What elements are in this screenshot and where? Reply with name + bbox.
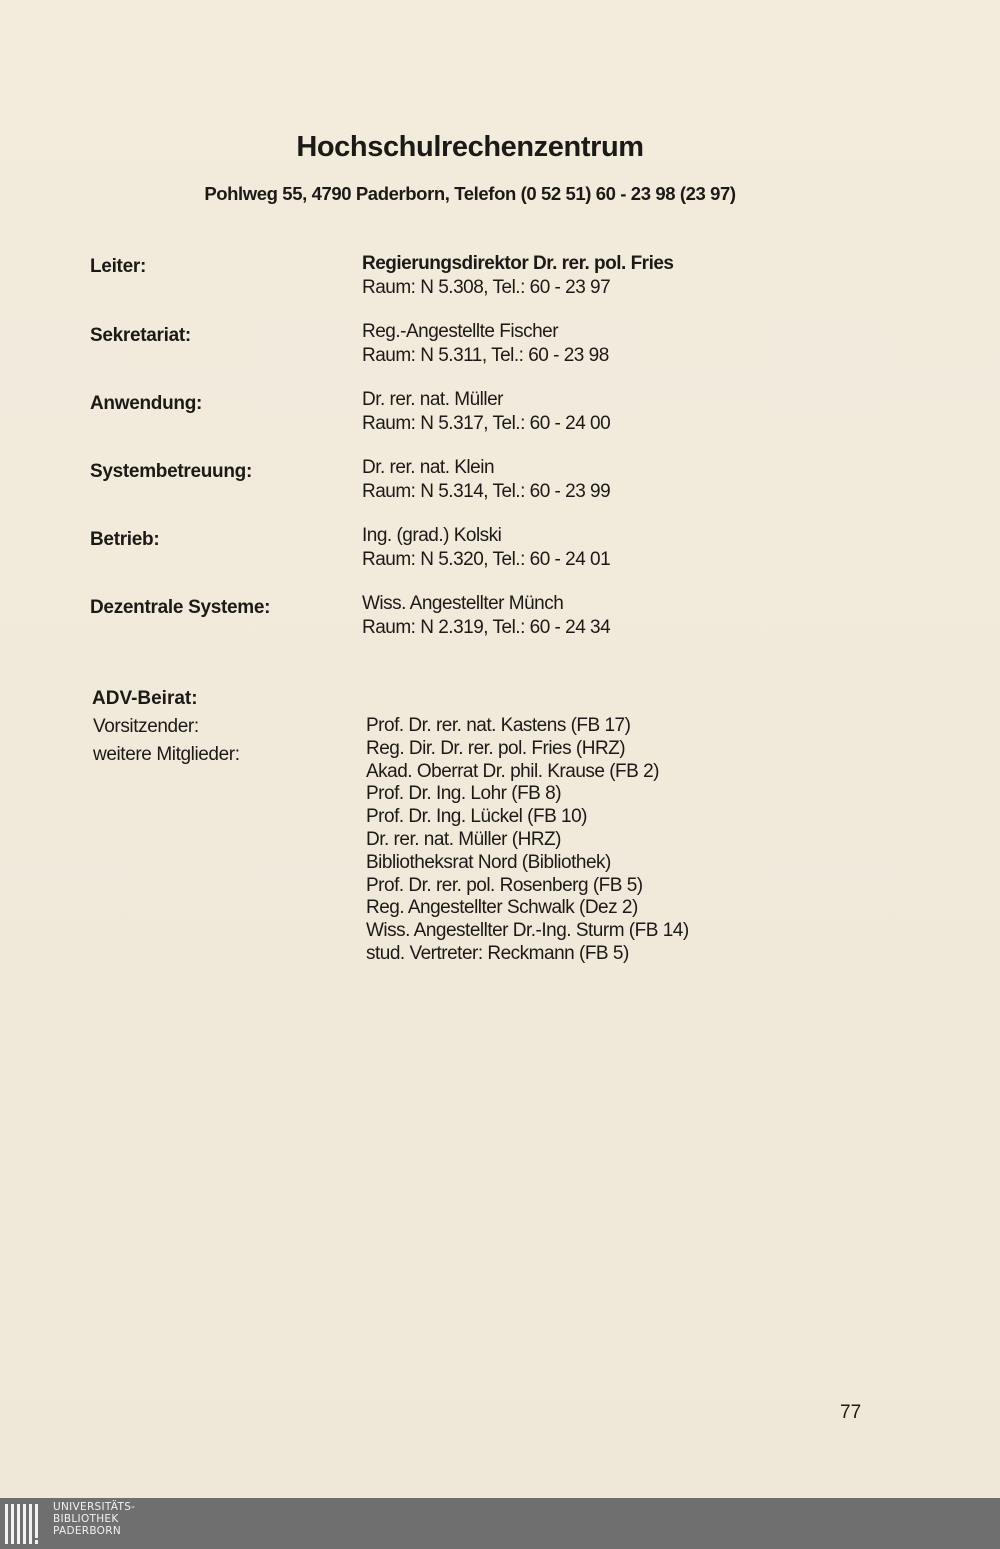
entry-name: Ing. (grad.) Kolski [362, 525, 502, 546]
list-item: Wiss. Angestellter Dr.-Ing. Sturm (FB 14) [366, 920, 689, 942]
label-systembetreuung: Systembetreuung: [90, 461, 253, 482]
library-footer [0, 1498, 1000, 1549]
list-item: Akad. Oberrat Dr. phil. Krause (FB 2) [366, 760, 660, 782]
label-betrieb: Betrieb: [90, 529, 160, 550]
adv-member-list [366, 715, 689, 966]
list-item: Prof. Dr. rer. nat. Kastens (FB 17) [366, 715, 631, 736]
entry-anwendung [362, 388, 610, 436]
label-leiter: Leiter: [90, 256, 146, 277]
list-item: Dr. rer. nat. Müller (HRZ) [366, 828, 561, 850]
logo-line: BIBLIOTHEK [53, 1513, 119, 1525]
entry-name: Dr. rer. nat. Klein [362, 457, 495, 478]
adv-beirat-heading: ADV-Beirat: [92, 688, 198, 709]
list-item: stud. Vertreter: Reckmann (FB 5) [366, 942, 629, 964]
entry-betrieb [362, 524, 610, 572]
entry-systembetreuung [362, 456, 610, 504]
entry-room: Raum: N 5.308, Tel.: 60 - 23 97 [362, 277, 611, 298]
entry-leiter [362, 252, 674, 300]
entry-room: Raum: N 5.314, Tel.: 60 - 23 99 [362, 481, 611, 502]
page-title: Hochschulrechenzentrum [296, 131, 644, 163]
entry-dezentrale-systeme [362, 592, 610, 640]
entry-name: Wiss. Angestellter Münch [362, 593, 564, 614]
entry-room: Raum: N 5.317, Tel.: 60 - 24 00 [362, 413, 611, 434]
entry-name: Dr. rer. nat. Müller [362, 389, 503, 410]
label-sekretariat: Sekretariat: [90, 325, 191, 346]
entry-room: Raum: N 5.311, Tel.: 60 - 23 98 [362, 345, 609, 366]
list-item: Prof. Dr. Ing. Lohr (FB 8) [366, 783, 562, 805]
logo-line: UNIVERSITÄTS- [53, 1501, 136, 1513]
page-number: 77 [840, 1402, 862, 1423]
list-item: Bibliotheksrat Nord (Bibliothek) [366, 851, 611, 873]
address-line: Pohlweg 55, 4790 Paderborn, Telefon (0 52 51) 60 - 23 98 (23 97) [204, 183, 736, 204]
logo-line: PADERBORN [53, 1525, 121, 1537]
library-logo-text [53, 1501, 135, 1537]
list-item: Prof. Dr. rer. pol. Rosenberg (FB 5) [366, 874, 643, 896]
label-anwendung: Anwendung: [90, 393, 203, 414]
list-item: Prof. Dr. Ing. Lückel (FB 10) [366, 806, 587, 828]
entry-sekretariat [362, 320, 609, 368]
chair-label: Vorsitzender: [93, 716, 199, 737]
entry-room: Raum: N 2.319, Tel.: 60 - 24 34 [362, 617, 611, 638]
list-item: Reg. Dir. Dr. rer. pol. Fries (HRZ) [366, 737, 626, 759]
library-logo-icon [4, 1502, 44, 1544]
entry-name: Regierungsdirektor Dr. rer. pol. Fries [362, 253, 674, 274]
entry-name: Reg.-Angestellte Fischer [362, 321, 559, 342]
label-dezentrale-systeme: Dezentrale Systeme: [90, 597, 271, 618]
entry-room: Raum: N 5.320, Tel.: 60 - 24 01 [362, 549, 611, 570]
list-item: Reg. Angestellter Schwalk (Dez 2) [366, 897, 638, 919]
members-label: weitere Mitglieder: [93, 744, 240, 765]
